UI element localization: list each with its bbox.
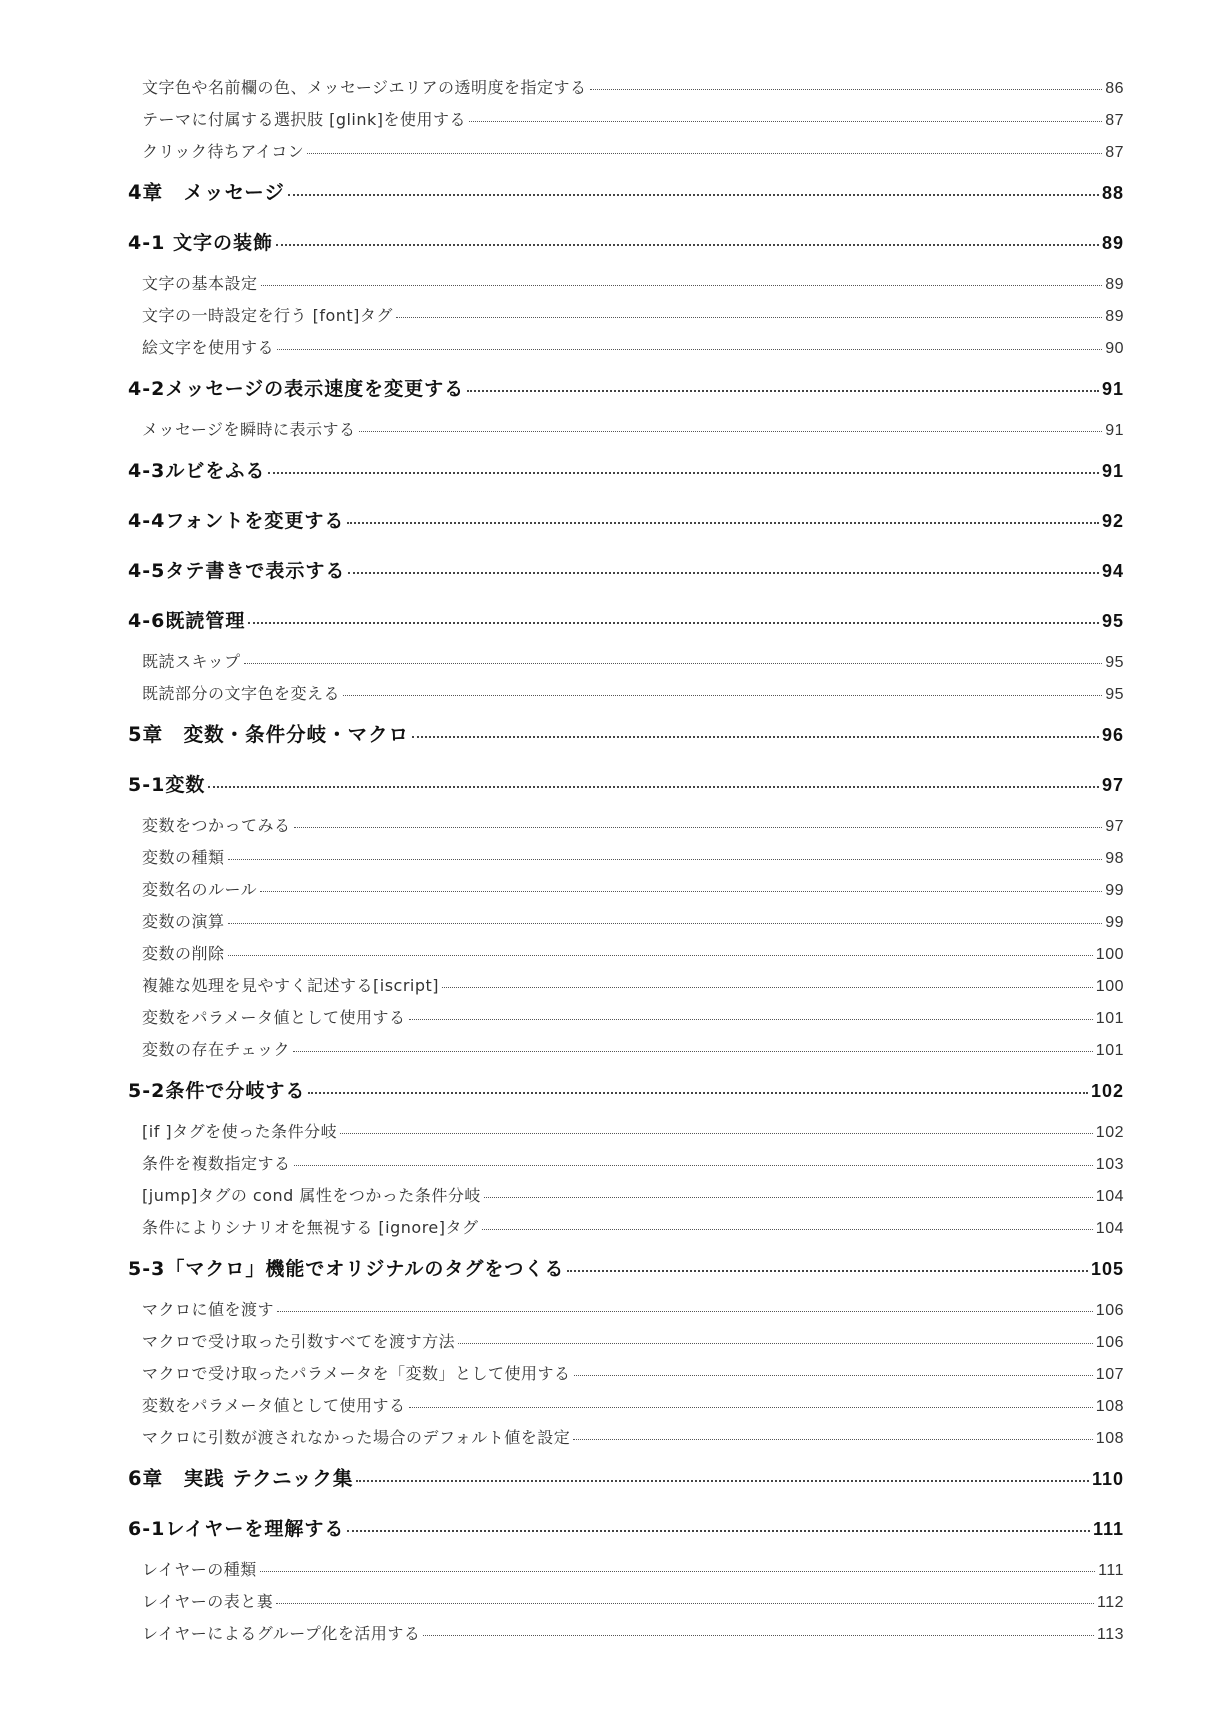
dot-leader bbox=[228, 955, 1093, 956]
dot-leader bbox=[347, 522, 1099, 524]
toc-entry[interactable] bbox=[128, 810, 1124, 842]
toc-entry-page: 106 bbox=[1095, 1302, 1124, 1319]
toc-entry-title: 4章 メッセージ bbox=[128, 181, 285, 204]
toc-section[interactable] bbox=[128, 364, 1124, 414]
toc-entry[interactable] bbox=[128, 1116, 1124, 1148]
toc-entry-title: 文字色や名前欄の色、メッセージエリアの透明度を指定する bbox=[142, 78, 587, 97]
toc-entry-page: 113 bbox=[1096, 1626, 1124, 1643]
toc-section[interactable] bbox=[128, 546, 1124, 596]
toc-entry[interactable] bbox=[128, 1422, 1124, 1454]
toc-entry-page: 91 bbox=[1101, 379, 1124, 399]
dot-leader bbox=[484, 1197, 1093, 1198]
dot-leader bbox=[590, 89, 1103, 90]
toc-entry-title: 6-1レイヤーを理解する bbox=[128, 1518, 345, 1540]
dot-leader bbox=[276, 244, 1099, 246]
toc-entry-title: 4-3ルビをふる bbox=[128, 460, 266, 482]
toc-entry-title: 変数名のルール bbox=[142, 880, 258, 899]
toc-entry[interactable] bbox=[128, 72, 1124, 104]
toc-entry-title: 4-4フォントを変更する bbox=[128, 510, 345, 532]
dot-leader bbox=[244, 663, 1103, 664]
toc-entry-title: 文字の一時設定を行う [font]タグ bbox=[142, 306, 393, 325]
toc-entry-page: 89 bbox=[1105, 276, 1124, 293]
dot-leader bbox=[261, 285, 1103, 286]
toc-entry-title: 変数の削除 bbox=[142, 944, 225, 963]
toc-section[interactable] bbox=[128, 446, 1124, 496]
dot-leader bbox=[574, 1375, 1093, 1376]
toc-section[interactable] bbox=[128, 218, 1124, 268]
toc-entry-title: 4-2メッセージの表示速度を変更する bbox=[128, 378, 465, 400]
toc-entry-page: 92 bbox=[1101, 511, 1124, 531]
toc-entry[interactable] bbox=[128, 1586, 1124, 1618]
dot-leader bbox=[208, 786, 1099, 788]
toc-entry-page: 89 bbox=[1105, 308, 1124, 325]
dot-leader bbox=[458, 1343, 1093, 1344]
dot-leader bbox=[442, 987, 1093, 988]
toc-entry-title: 6章 実践 テクニック集 bbox=[128, 1467, 354, 1490]
toc-entry-title: 文字の基本設定 bbox=[142, 274, 258, 293]
toc-entry[interactable] bbox=[128, 1034, 1124, 1066]
dot-leader bbox=[307, 153, 1102, 154]
toc-entry-title: マクロで受け取ったパラメータを「変数」として使用する bbox=[142, 1364, 571, 1383]
dot-leader bbox=[248, 622, 1099, 624]
dot-leader bbox=[228, 923, 1103, 924]
toc-section[interactable] bbox=[128, 1504, 1124, 1554]
toc-entry-title: 5-1変数 bbox=[128, 774, 206, 796]
toc-entry-page: 91 bbox=[1101, 461, 1124, 481]
toc-entry-page: 111 bbox=[1092, 1519, 1124, 1539]
dot-leader bbox=[423, 1635, 1094, 1636]
toc-entry-page: 95 bbox=[1105, 686, 1124, 703]
toc-entry-title: 変数の存在チェック bbox=[142, 1040, 291, 1059]
dot-leader bbox=[260, 891, 1102, 892]
toc-entry-title: 4-5タテ書きで表示する bbox=[128, 560, 346, 582]
toc-entry-title: [if ]タグを使った条件分岐 bbox=[142, 1122, 338, 1141]
toc-entry-page: 108 bbox=[1095, 1430, 1124, 1447]
toc-entry[interactable] bbox=[128, 1390, 1124, 1422]
toc-entry-page: 100 bbox=[1095, 978, 1124, 995]
dot-leader bbox=[343, 695, 1102, 696]
toc-entry[interactable] bbox=[128, 874, 1124, 906]
toc-entry-title: レイヤーの表と裏 bbox=[142, 1592, 274, 1611]
toc-entry-page: 94 bbox=[1101, 561, 1124, 581]
toc-entry-title: 既読スキップ bbox=[142, 652, 241, 671]
toc-entry-page: 101 bbox=[1095, 1042, 1124, 1059]
toc-entry[interactable] bbox=[128, 1002, 1124, 1034]
dot-leader bbox=[293, 1051, 1093, 1052]
toc-entry-page: 103 bbox=[1095, 1156, 1124, 1173]
toc-chapter[interactable] bbox=[128, 710, 1124, 760]
dot-leader bbox=[469, 121, 1102, 122]
dot-leader bbox=[348, 572, 1099, 574]
toc-entry-title: マクロに引数が渡されなかった場合のデフォルト値を設定 bbox=[142, 1428, 571, 1447]
toc-entry-title: 既読部分の文字色を変える bbox=[142, 684, 341, 703]
toc-entry[interactable] bbox=[128, 1148, 1124, 1180]
toc-entry-title: レイヤーによるグループ化を活用する bbox=[142, 1624, 421, 1643]
dot-leader bbox=[359, 431, 1103, 432]
toc-entry-title: 変数をつかってみる bbox=[142, 816, 291, 835]
dot-leader bbox=[277, 349, 1102, 350]
toc-entry-title: 5章 変数・条件分岐・マクロ bbox=[128, 723, 410, 746]
toc-entry[interactable] bbox=[128, 136, 1124, 168]
toc-entry-page: 100 bbox=[1095, 946, 1124, 963]
dot-leader bbox=[288, 194, 1099, 196]
dot-leader bbox=[356, 1480, 1089, 1482]
toc-entry-page: 95 bbox=[1101, 611, 1124, 631]
toc-entry-page: 104 bbox=[1095, 1220, 1124, 1237]
toc-entry-page: 98 bbox=[1105, 850, 1124, 867]
toc-entry-page: 91 bbox=[1105, 422, 1124, 439]
toc-entry-page: 102 bbox=[1095, 1124, 1124, 1141]
toc-entry-title: 変数の演算 bbox=[142, 912, 225, 931]
toc-entry-page: 99 bbox=[1105, 914, 1124, 931]
toc-entry-title: [jump]タグの cond 属性をつかった条件分岐 bbox=[142, 1186, 481, 1205]
toc-entry[interactable] bbox=[128, 1294, 1124, 1326]
toc-entry-page: 89 bbox=[1101, 233, 1124, 253]
toc-section[interactable] bbox=[128, 496, 1124, 546]
toc-section[interactable] bbox=[128, 1066, 1124, 1116]
toc-entry-title: 変数をパラメータ値として使用する bbox=[142, 1008, 406, 1027]
toc-entry-title: マクロで受け取った引数すべてを渡す方法 bbox=[142, 1332, 456, 1351]
toc-entry[interactable] bbox=[128, 104, 1124, 136]
toc-entry-page: 97 bbox=[1101, 775, 1124, 795]
toc-entry-title: 条件によりシナリオを無視する [ignore]タグ bbox=[142, 1218, 479, 1237]
toc-entry-page: 87 bbox=[1105, 112, 1124, 129]
toc-entry-page: 90 bbox=[1105, 340, 1124, 357]
toc-entry[interactable] bbox=[128, 1358, 1124, 1390]
dot-leader bbox=[228, 859, 1103, 860]
table-of-contents bbox=[128, 72, 1124, 1650]
dot-leader bbox=[268, 472, 1099, 474]
toc-entry-page: 87 bbox=[1105, 144, 1124, 161]
dot-leader bbox=[340, 1133, 1093, 1134]
toc-entry-page: 86 bbox=[1105, 80, 1124, 97]
toc-entry-page: 88 bbox=[1101, 183, 1124, 203]
toc-chapter[interactable] bbox=[128, 1454, 1124, 1504]
toc-entry-title: 変数をパラメータ値として使用する bbox=[142, 1396, 406, 1415]
toc-entry[interactable] bbox=[128, 268, 1124, 300]
toc-entry-page: 110 bbox=[1091, 1469, 1124, 1489]
toc-entry-page: 99 bbox=[1105, 882, 1124, 899]
dot-leader bbox=[412, 736, 1099, 738]
toc-chapter[interactable] bbox=[128, 168, 1124, 218]
toc-entry-title: マクロに値を渡す bbox=[142, 1300, 275, 1319]
dot-leader bbox=[276, 1603, 1094, 1604]
toc-entry[interactable] bbox=[128, 300, 1124, 332]
toc-entry-page: 111 bbox=[1098, 1562, 1124, 1579]
toc-section[interactable] bbox=[128, 1244, 1124, 1294]
toc-entry-title: 4-1 文字の装飾 bbox=[128, 232, 273, 254]
toc-entry-page: 95 bbox=[1105, 654, 1124, 671]
toc-entry[interactable] bbox=[128, 1618, 1124, 1650]
toc-section[interactable] bbox=[128, 596, 1124, 646]
toc-entry[interactable] bbox=[128, 938, 1124, 970]
dot-leader bbox=[396, 317, 1102, 318]
dot-leader bbox=[467, 390, 1099, 392]
toc-entry-page: 108 bbox=[1095, 1398, 1124, 1415]
toc-entry-title: 条件を複数指定する bbox=[142, 1154, 291, 1173]
toc-entry-page: 97 bbox=[1105, 818, 1124, 835]
toc-entry-title: 複雑な処理を見やすく記述する[iscript] bbox=[142, 976, 440, 995]
toc-entry[interactable] bbox=[128, 906, 1124, 938]
dot-leader bbox=[277, 1311, 1093, 1312]
toc-entry[interactable] bbox=[128, 332, 1124, 364]
toc-entry-page: 101 bbox=[1095, 1010, 1124, 1027]
toc-entry[interactable] bbox=[128, 1180, 1124, 1212]
toc-entry[interactable] bbox=[128, 414, 1124, 446]
dot-leader bbox=[294, 1165, 1093, 1166]
toc-entry-page: 107 bbox=[1095, 1366, 1124, 1383]
dot-leader bbox=[347, 1530, 1090, 1532]
toc-entry-page: 112 bbox=[1096, 1594, 1124, 1611]
toc-entry-title: 絵文字を使用する bbox=[142, 338, 275, 357]
toc-entry-title: クリック待ちアイコン bbox=[142, 142, 305, 161]
toc-entry[interactable] bbox=[128, 678, 1124, 710]
dot-leader bbox=[409, 1407, 1093, 1408]
toc-entry-title: 5-2条件で分岐する bbox=[128, 1080, 306, 1102]
toc-entry[interactable] bbox=[128, 1326, 1124, 1358]
toc-entry[interactable] bbox=[128, 1554, 1124, 1586]
toc-entry-page: 104 bbox=[1095, 1188, 1124, 1205]
dot-leader bbox=[567, 1270, 1088, 1272]
toc-section[interactable] bbox=[128, 760, 1124, 810]
dot-leader bbox=[573, 1439, 1093, 1440]
toc-entry[interactable] bbox=[128, 1212, 1124, 1244]
toc-entry-title: テーマに付属する選択肢 [glink]を使用する bbox=[142, 110, 467, 129]
dot-leader bbox=[260, 1571, 1095, 1572]
toc-entry-page: 102 bbox=[1090, 1081, 1124, 1101]
dot-leader bbox=[294, 827, 1103, 828]
toc-entry-title: 5-3「マクロ」機能でオリジナルのタグをつくる bbox=[128, 1258, 565, 1280]
toc-entry-title: レイヤーの種類 bbox=[142, 1560, 257, 1579]
toc-entry[interactable] bbox=[128, 646, 1124, 678]
dot-leader bbox=[482, 1229, 1093, 1230]
toc-entry-page: 105 bbox=[1090, 1259, 1124, 1279]
toc-entry-page: 106 bbox=[1095, 1334, 1124, 1351]
toc-entry[interactable] bbox=[128, 970, 1124, 1002]
toc-entry-title: 変数の種類 bbox=[142, 848, 225, 867]
toc-entry-title: 4-6既読管理 bbox=[128, 610, 246, 632]
toc-entry-page: 96 bbox=[1101, 725, 1124, 745]
dot-leader bbox=[409, 1019, 1093, 1020]
toc-entry[interactable] bbox=[128, 842, 1124, 874]
toc-entry-title: メッセージを瞬時に表示する bbox=[142, 420, 356, 439]
dot-leader bbox=[308, 1092, 1088, 1094]
